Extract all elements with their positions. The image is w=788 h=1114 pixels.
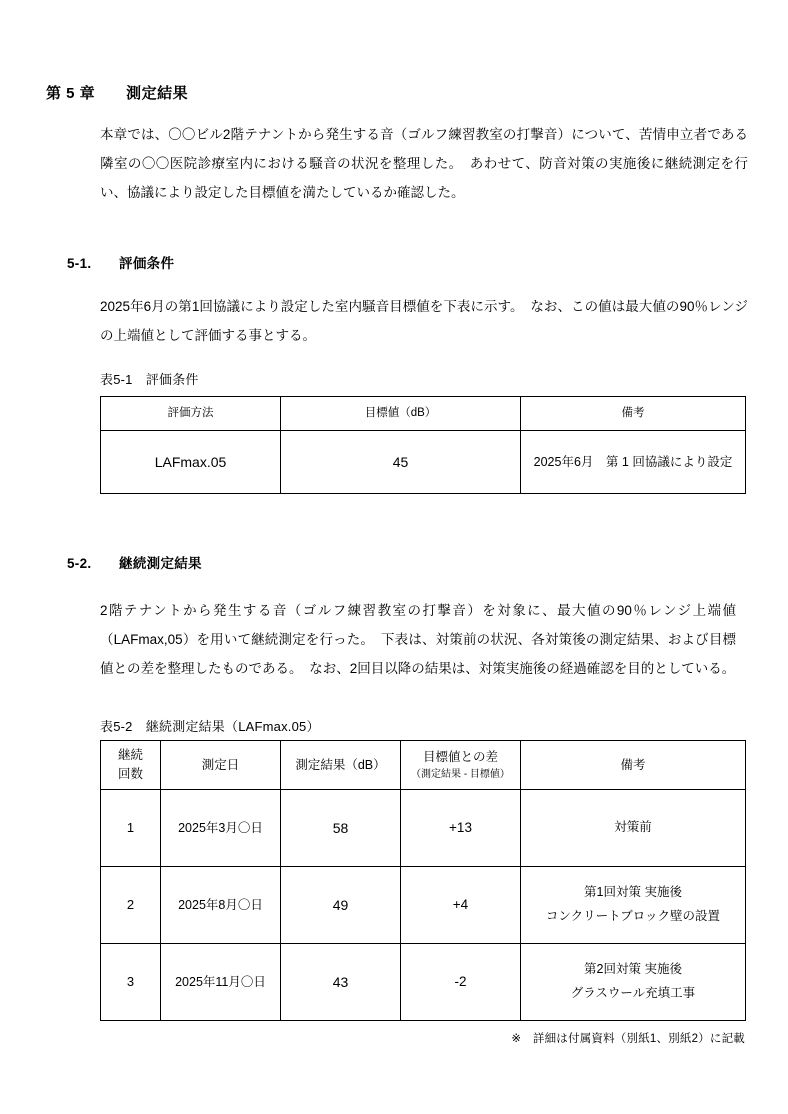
column-header-remark: 備考: [521, 397, 746, 431]
table-5-1-caption: 表5-1 評価条件: [100, 372, 199, 387]
column-header-target-value: 目標値（dB）: [281, 397, 521, 431]
table-header-row: [101, 397, 746, 431]
cell-remark-line1: 対策前: [614, 820, 652, 835]
section-5-2-paragraph: 2階テナントから発生する音（ゴルフ練習教室の打撃音）を対象に、最大値の90％レンジ上端値（LAFmax,05）を用いて継続測定を行った。 下表は、対策前の状況、各対策後の測定結果、および目標値との差を整理したものである。 なお、2回目以降の結果は、対策実施後の経過確認を目的としている。: [100, 603, 736, 676]
cell-remark: [521, 867, 746, 944]
column-header-result: 測定結果（dB）: [281, 741, 401, 790]
table-row: [101, 431, 746, 494]
section-heading-5-1: 5-1. 評価条件: [67, 256, 175, 271]
table-header-row: [101, 741, 746, 790]
cell-date: 2025年8月〇日: [161, 867, 281, 944]
cell-result: 43: [281, 944, 401, 1021]
column-header-count-line2: 回数: [117, 767, 143, 781]
table-5-1-evaluation-conditions: [100, 396, 746, 494]
cell-count: 3: [101, 944, 161, 1021]
cell-count: 1: [101, 790, 161, 867]
cell-date: 2025年11月〇日: [161, 944, 281, 1021]
column-header-difference: [401, 741, 521, 790]
cell-remark-line2: コンクリートブロック壁の設置: [545, 909, 721, 923]
column-header-method: 評価方法: [101, 397, 281, 431]
cell-count: 2: [101, 867, 161, 944]
cell-remark: 2025年6月 第 1 回協議により設定: [521, 431, 746, 494]
table-row: [101, 944, 746, 1021]
table-row: [101, 790, 746, 867]
table-row: [101, 867, 746, 944]
chapter-heading: 第 5 章 測定結果: [46, 85, 189, 102]
cell-evaluation-method: LAFmax.05: [101, 431, 281, 494]
section-5-1-paragraph: 2025年6月の第1回協議により設定した室内騒音目標値を下表に示す。 なお、この値は最大値の90％レンジの上端値として評価する事とする。: [100, 299, 748, 343]
cell-remark: [521, 790, 746, 867]
cell-result: 49: [281, 867, 401, 944]
cell-target-value: 45: [281, 431, 521, 494]
cell-result: 58: [281, 790, 401, 867]
table-5-2-caption: 表5-2 継続測定結果（LAFmax.05）: [100, 719, 320, 734]
column-header-date: 測定日: [161, 741, 281, 790]
cell-difference: +4: [401, 867, 521, 944]
section-heading-5-2: 5-2. 継続測定結果: [67, 556, 202, 571]
table-5-2-continuous-measurement-results: [100, 740, 746, 1021]
column-header-count: [101, 741, 161, 790]
cell-remark: [521, 944, 746, 1021]
column-header-remark: 備考: [521, 741, 746, 790]
column-header-difference-sub: （測定結果 - 目標値）: [411, 768, 510, 780]
intro-paragraph: 本章では、〇〇ビル2階テナントから発生する音（ゴルフ練習教室の打撃音）について、苦情申立者である隣室の〇〇医院診療室内における騒音の状況を整理した。 あわせて、防音対策の実施後に継続測定を行い、協議により設定した目標値を満たしているか確認した。: [100, 127, 748, 200]
cell-difference: +13: [401, 790, 521, 867]
footnote: ※ 詳細は付属資料（別紙1、別紙2）に記載: [511, 1033, 745, 1045]
cell-date: 2025年3月〇日: [161, 790, 281, 867]
column-header-difference-main: 目標値との差: [422, 750, 498, 765]
cell-remark-line2: グラスウール充填工事: [570, 986, 696, 1000]
cell-difference: -2: [401, 944, 521, 1021]
cell-remark-line1: 第2回対策 実施後: [584, 962, 682, 977]
cell-remark-line1: 第1回対策 実施後: [584, 885, 682, 900]
column-header-count-line1: 継続: [117, 748, 143, 763]
